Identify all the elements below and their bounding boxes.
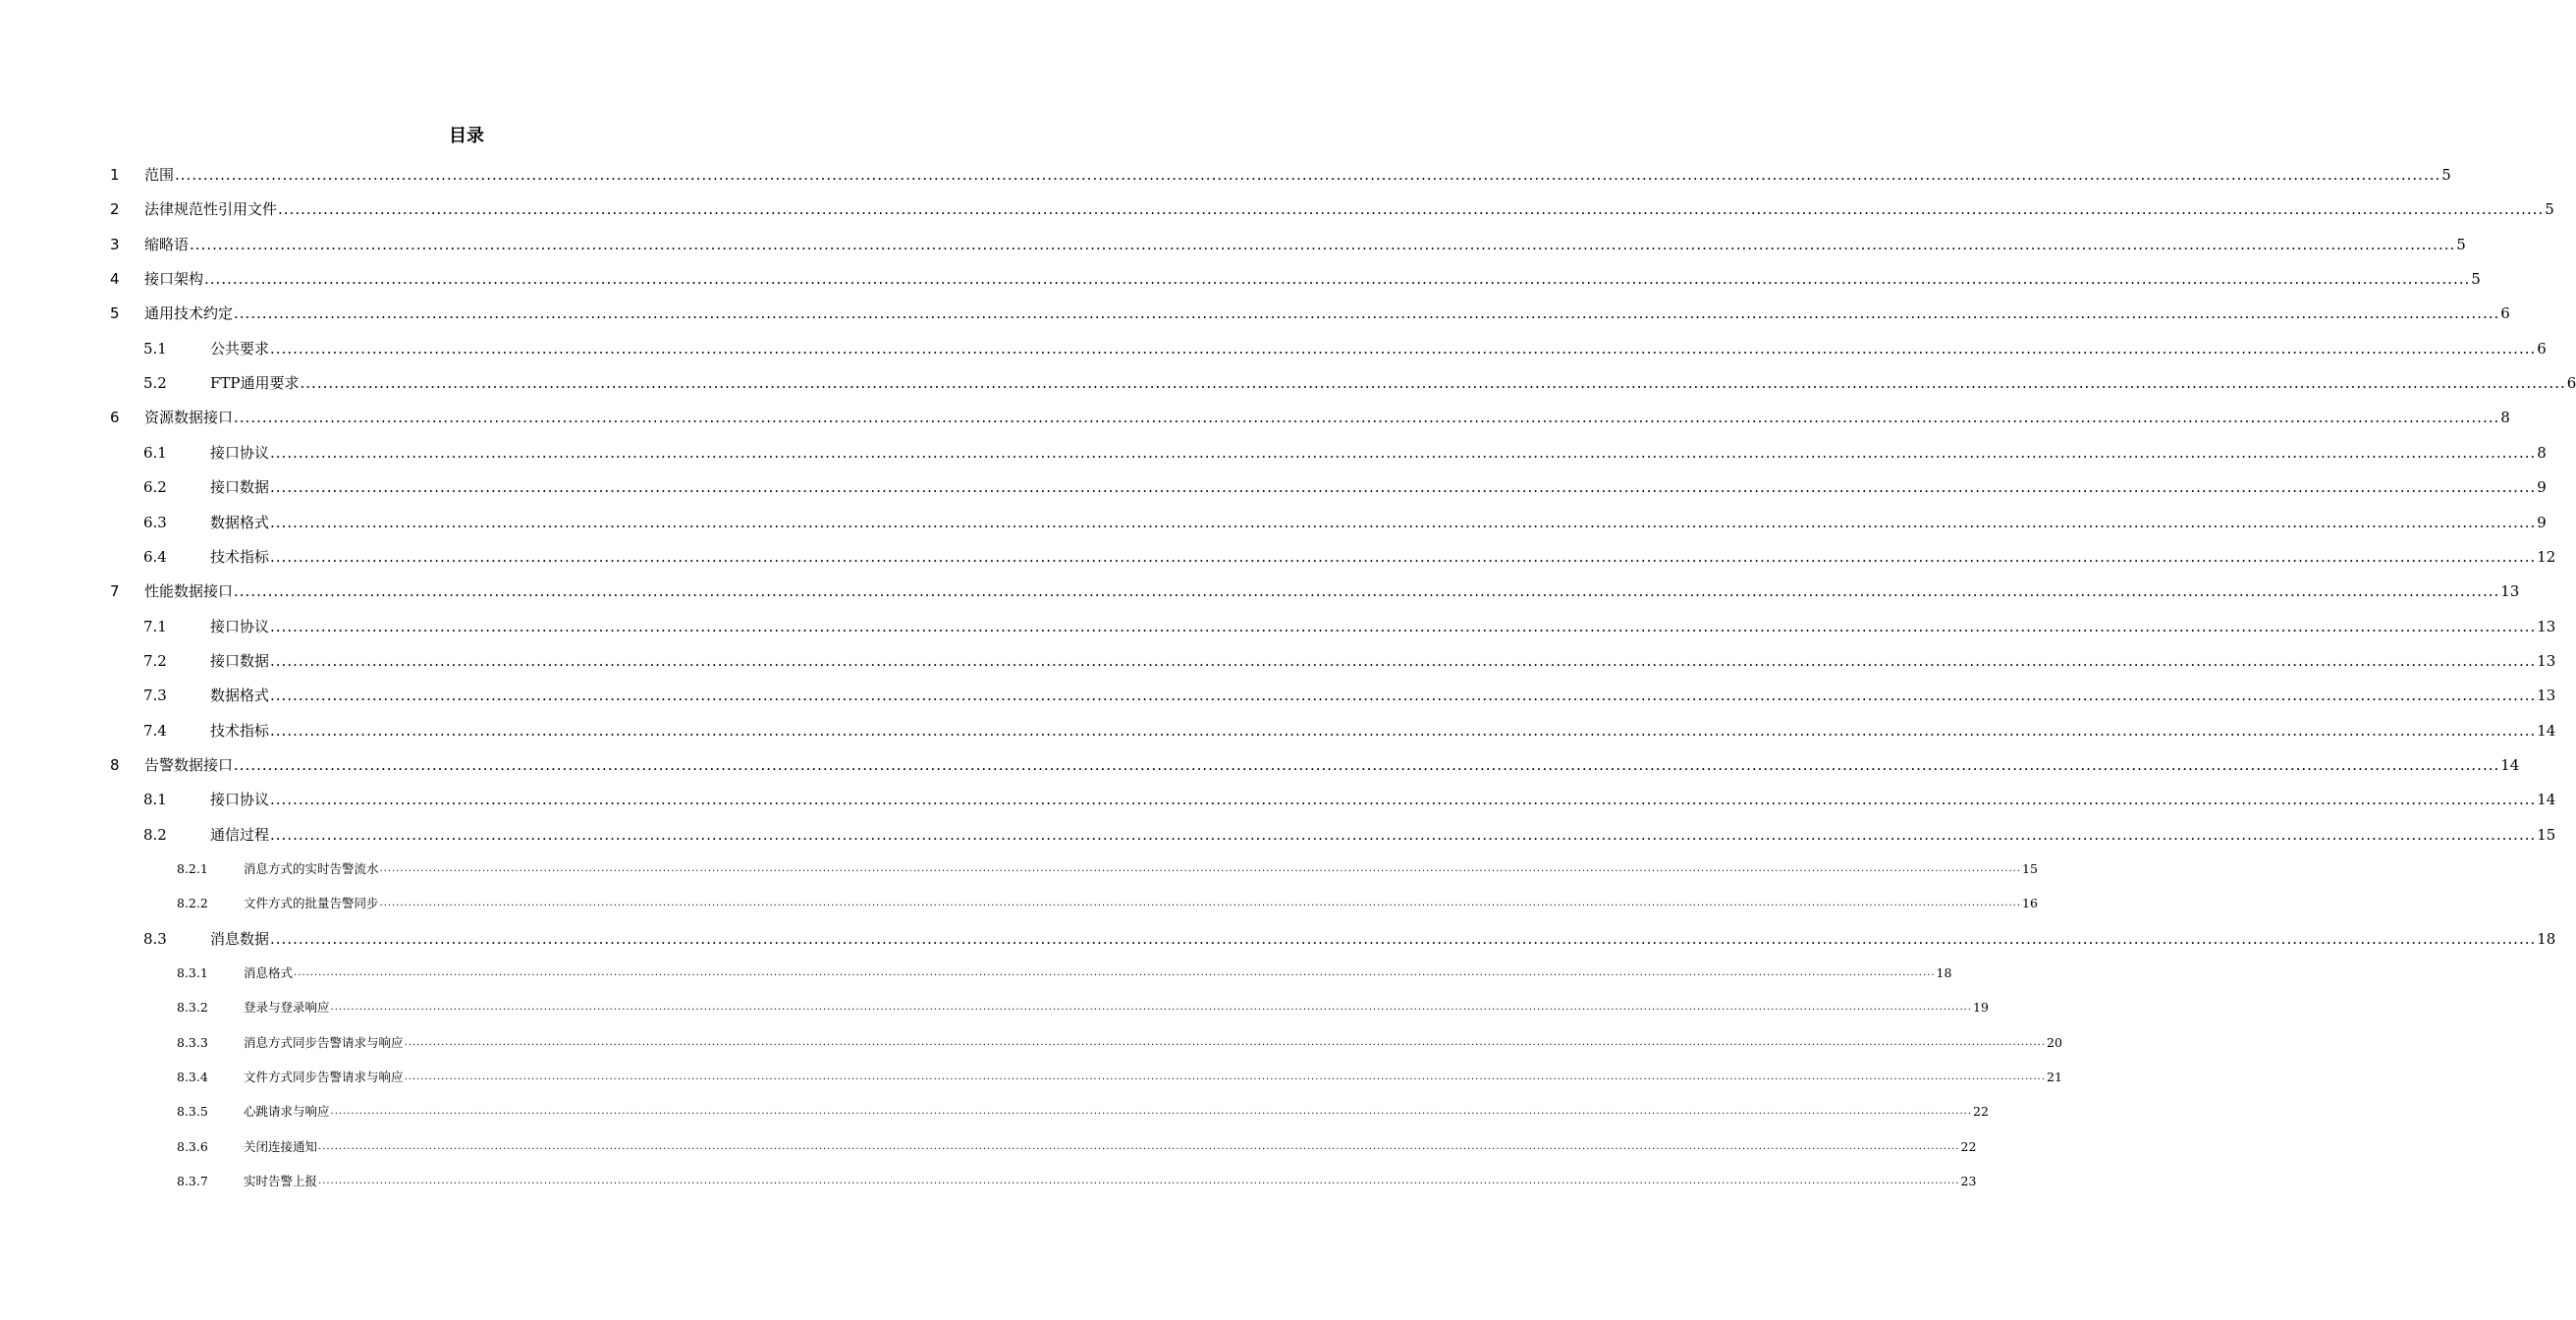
toc-entry-number: 6.4 (143, 547, 167, 566)
toc-entry-label: 技术指标 (210, 547, 270, 566)
toc-entry-number: 8.3.6 (177, 1138, 208, 1154)
toc-entry-number: 5.2 (143, 374, 167, 393)
toc-entry-number: 8.2 (143, 825, 167, 844)
toc-entry-page-number: 19 (1973, 1000, 1989, 1016)
toc-entry-label: 技术指标 (210, 721, 270, 740)
toc-dot-leader: ................................................................................................................................................................................................................................................................................................................................................................................................................ (270, 617, 2537, 635)
toc-entry-number: 8.3.3 (177, 1034, 208, 1050)
toc-dot-leader: ................................................................................................................................................................................................................................................................................................................................................................................................................ (278, 200, 2545, 219)
toc-entry-number: 8.3 (143, 929, 167, 948)
toc-entry-page-number: 5 (2471, 270, 2481, 289)
toc-entry[interactable] (143, 373, 2576, 393)
toc-entry[interactable] (110, 269, 2481, 289)
toc-entry-page-number: 13 (2537, 617, 2556, 635)
toc-dot-leader: ................................................................................................................................................................................................................................................................................................................................................................................................................ (404, 1036, 2046, 1048)
toc-entry-label: 接口协议 (210, 791, 270, 809)
toc-entry-label: 文件方式同步告警请求与响应 (244, 1070, 404, 1085)
toc-entry[interactable] (143, 825, 2556, 845)
toc-entry-page-number: 15 (2537, 825, 2556, 844)
toc-entry-label: 公共要求 (210, 339, 270, 358)
toc-entry[interactable] (110, 235, 2466, 254)
toc-dot-leader: ................................................................................................................................................................................................................................................................................................................................................................................................................ (270, 791, 2537, 809)
toc-entry-number: 5 (110, 304, 120, 323)
toc-dot-leader: ................................................................................................................................................................................................................................................................................................................................................................................................................ (379, 863, 2021, 874)
toc-title: 目录 (449, 126, 484, 146)
toc-dot-leader: ................................................................................................................................................................................................................................................................................................................................................................................................................ (270, 721, 2537, 740)
toc-entry-page-number: 13 (2537, 651, 2556, 670)
toc-entry-page-number: 13 (2537, 687, 2556, 705)
toc-entry-label: 接口架构 (144, 270, 204, 289)
toc-entry[interactable] (143, 339, 2547, 358)
toc-entry[interactable] (143, 651, 2556, 671)
toc-entry-label: 消息格式 (244, 965, 294, 981)
toc-entry[interactable] (143, 929, 2556, 949)
toc-entry[interactable] (110, 165, 2451, 185)
toc-dot-leader: ................................................................................................................................................................................................................................................................................................................................................................................................................ (270, 339, 2537, 358)
toc-entry-page-number: 23 (1960, 1174, 1977, 1189)
toc-entry-page-number: 8 (2537, 443, 2547, 462)
toc-entry-number: 7 (110, 582, 120, 601)
toc-entry-label: 性能数据接口 (144, 582, 234, 601)
toc-entry-number: 2 (110, 200, 120, 219)
toc-entry-label: 消息方式同步告警请求与响应 (244, 1034, 404, 1050)
toc-dot-leader: ................................................................................................................................................................................................................................................................................................................................................................................................................ (330, 1002, 1972, 1014)
toc-entry-page-number: 6 (2537, 339, 2547, 358)
toc-entry[interactable] (143, 790, 2556, 809)
toc-dot-leader: ................................................................................................................................................................................................................................................................................................................................................................................................................ (294, 967, 1936, 979)
toc-entry-number: 8.3.7 (177, 1174, 208, 1189)
toc-entry-number: 8.3.2 (177, 1000, 208, 1016)
toc-entry[interactable] (143, 547, 2556, 567)
toc-entry-page-number: 14 (2500, 755, 2520, 774)
toc-dot-leader: ................................................................................................................................................................................................................................................................................................................................................................................................................ (234, 409, 2500, 427)
toc-entry-number: 8.1 (143, 791, 167, 809)
toc-entry-page-number: 18 (1936, 965, 1952, 981)
toc-entry-label: 消息数据 (210, 929, 270, 948)
toc-entry[interactable] (177, 859, 2038, 879)
toc-entry-number: 8.3.1 (177, 965, 208, 981)
toc-entry-number: 8 (110, 755, 120, 774)
toc-entry-label: 登录与登录响应 (244, 1000, 330, 1016)
toc-entry-label: 接口数据 (210, 478, 270, 497)
toc-entry-number: 7.4 (143, 721, 167, 740)
toc-dot-leader: ................................................................................................................................................................................................................................................................................................................................................................................................................ (204, 270, 2471, 289)
toc-entry[interactable] (110, 303, 2510, 323)
toc-entry-number: 4 (110, 270, 120, 289)
toc-entry[interactable] (143, 617, 2556, 636)
toc-entry[interactable] (110, 581, 2520, 601)
toc-entry-number: 7.2 (143, 651, 167, 670)
toc-entry-number: 5.1 (143, 339, 167, 358)
toc-dot-leader: ................................................................................................................................................................................................................................................................................................................................................................................................................ (234, 755, 2500, 774)
toc-dot-leader: ................................................................................................................................................................................................................................................................................................................................................................................................................ (318, 1140, 1960, 1152)
toc-entry-label: 接口数据 (210, 651, 270, 670)
toc-dot-leader: ................................................................................................................................................................................................................................................................................................................................................................................................................ (270, 651, 2537, 670)
toc-entry-number: 3 (110, 235, 120, 253)
toc-dot-leader: ................................................................................................................................................................................................................................................................................................................................................................................................................ (318, 1176, 1960, 1187)
toc-entry-page-number: 13 (2500, 582, 2520, 601)
toc-entry-page-number: 8 (2500, 409, 2510, 427)
toc-dot-leader: ................................................................................................................................................................................................................................................................................................................................................................................................................ (270, 443, 2537, 462)
toc-entry-page-number: 5 (2456, 235, 2466, 253)
toc-entry-number: 6.2 (143, 478, 167, 497)
toc-dot-leader: ................................................................................................................................................................................................................................................................................................................................................................................................................ (270, 687, 2537, 705)
toc-entry-page-number: 9 (2537, 513, 2547, 531)
toc-dot-leader: ................................................................................................................................................................................................................................................................................................................................................................................................................ (404, 1072, 2046, 1083)
toc-dot-leader: ................................................................................................................................................................................................................................................................................................................................................................................................................ (330, 1106, 1972, 1118)
toc-entry[interactable] (143, 443, 2547, 463)
toc-entry-label: 数据格式 (210, 687, 270, 705)
toc-entry-label: 通用技术约定 (144, 304, 234, 323)
toc-entry-page-number: 21 (2047, 1070, 2062, 1085)
toc-entry-page-number: 20 (2047, 1034, 2062, 1050)
toc-entry-label: 心跳请求与响应 (244, 1104, 330, 1120)
toc-entry[interactable] (143, 477, 2547, 497)
toc-entry-label: 资源数据接口 (144, 409, 234, 427)
toc-entry[interactable] (177, 963, 1952, 983)
toc-entry-label: 范围 (144, 166, 175, 184)
toc-entry[interactable] (143, 686, 2556, 705)
toc-entry-page-number: 15 (2022, 861, 2038, 876)
toc-entry-label: 实时告警上报 (244, 1174, 318, 1189)
toc-dot-leader: ................................................................................................................................................................................................................................................................................................................................................................................................................ (190, 235, 2456, 253)
toc-entry[interactable] (177, 1137, 1977, 1157)
toc-entry-number: 7.1 (143, 617, 167, 635)
toc-dot-leader: ................................................................................................................................................................................................................................................................................................................................................................................................................ (270, 929, 2537, 948)
toc-entry-label: FTP通用要求 (210, 374, 300, 393)
toc-entry[interactable] (177, 1068, 2062, 1087)
toc-entry[interactable] (143, 513, 2547, 532)
toc-entry-page-number: 22 (1973, 1104, 1989, 1120)
toc-entry-label: 告警数据接口 (144, 755, 234, 774)
toc-entry-label: 接口协议 (210, 617, 270, 635)
toc-dot-leader: ................................................................................................................................................................................................................................................................................................................................................................................................................ (270, 547, 2537, 566)
toc-dot-leader: ................................................................................................................................................................................................................................................................................................................................................................................................................ (379, 898, 2021, 909)
toc-entry-page-number: 5 (2441, 166, 2451, 184)
toc-entry-label: 通信过程 (210, 825, 270, 844)
toc-entry-number: 6 (110, 409, 120, 427)
toc-entry[interactable] (177, 998, 1989, 1018)
toc-entry-page-number: 16 (2022, 896, 2038, 911)
toc-entry-label: 消息方式的实时告警流水 (244, 861, 379, 876)
toc-entry[interactable] (110, 408, 2510, 427)
toc-dot-leader: ................................................................................................................................................................................................................................................................................................................................................................................................................ (270, 513, 2537, 531)
toc-entry[interactable] (177, 1033, 2062, 1053)
toc-entry-page-number: 22 (1960, 1138, 1977, 1154)
toc-entry-page-number: 5 (2545, 200, 2554, 219)
toc-entry-page-number: 14 (2537, 791, 2556, 809)
toc-dot-leader: ................................................................................................................................................................................................................................................................................................................................................................................................................ (270, 825, 2537, 844)
toc-entry-number: 6.1 (143, 443, 167, 462)
toc-entry-number: 8.2.1 (177, 861, 208, 876)
toc-entry[interactable] (110, 755, 2520, 775)
toc-dot-leader: ................................................................................................................................................................................................................................................................................................................................................................................................................ (270, 478, 2537, 497)
toc-entry[interactable] (177, 894, 2038, 913)
toc-entry[interactable] (143, 721, 2556, 741)
toc-entry-number: 6.3 (143, 513, 167, 531)
toc-dot-leader: ................................................................................................................................................................................................................................................................................................................................................................................................................ (234, 582, 2500, 601)
toc-entry-label: 缩略语 (144, 235, 190, 253)
toc-entry[interactable] (177, 1172, 1977, 1191)
toc-entry[interactable] (177, 1102, 1989, 1122)
toc-entry-page-number: 14 (2537, 721, 2556, 740)
toc-entry-number: 1 (110, 166, 120, 184)
toc-entry-number: 8.3.4 (177, 1070, 208, 1085)
toc-dot-leader: ................................................................................................................................................................................................................................................................................................................................................................................................................ (300, 374, 2566, 393)
toc-entry-page-number: 6 (2566, 374, 2576, 393)
toc-dot-leader: ................................................................................................................................................................................................................................................................................................................................................................................................................ (234, 304, 2500, 323)
toc-entry-number: 8.2.2 (177, 896, 208, 911)
toc-dot-leader: ................................................................................................................................................................................................................................................................................................................................................................................................................ (175, 166, 2441, 184)
toc-entry-number: 7.3 (143, 687, 167, 705)
toc-entry[interactable] (110, 199, 2554, 219)
toc-entry-label: 法律规范性引用文件 (144, 200, 278, 219)
toc-entry-label: 接口协议 (210, 443, 270, 462)
toc-entry-label: 关闭连接通知 (244, 1138, 318, 1154)
toc-entry-number: 8.3.5 (177, 1104, 208, 1120)
toc-entry-page-number: 12 (2537, 547, 2556, 566)
toc-entry-page-number: 6 (2500, 304, 2510, 323)
toc-entry-label: 文件方式的批量告警同步 (244, 896, 379, 911)
toc-entry-page-number: 9 (2537, 478, 2547, 497)
toc-entry-label: 数据格式 (210, 513, 270, 531)
toc-entry-page-number: 18 (2537, 929, 2556, 948)
